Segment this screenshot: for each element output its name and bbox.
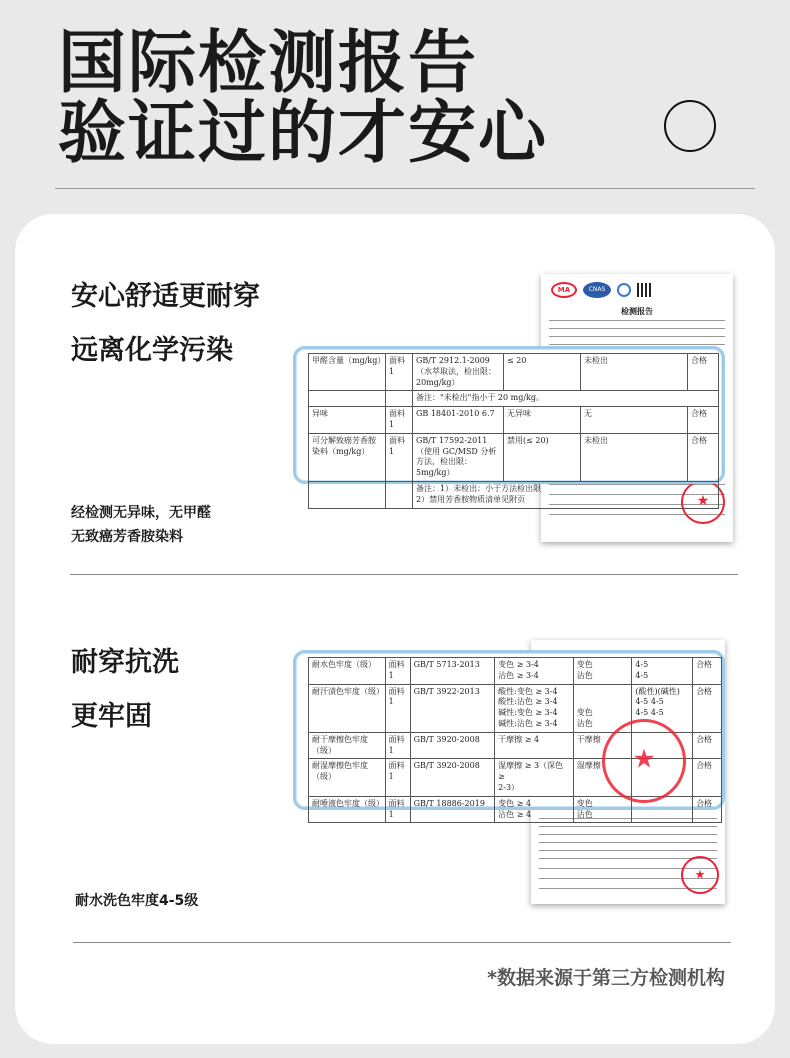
table-cell: 干摩擦 ≥ 4 — [495, 732, 574, 759]
table-cell: 无 — [581, 407, 688, 434]
official-seal-small-icon: ★ — [681, 856, 719, 894]
content-card — [15, 214, 775, 1044]
cma-logo-icon: MA — [551, 282, 577, 298]
table-cell: 合格 — [693, 796, 722, 823]
table-cell: GB/T 2912.1-2009 （水萃取法，检出限： 20mg/kg） — [413, 354, 504, 391]
table-cell: 变色 沾色 — [573, 658, 632, 685]
headline-line2: 验证过的才安心 — [58, 94, 549, 173]
table-cell: 无异味 — [504, 407, 581, 434]
table-row — [309, 481, 719, 508]
table-cell: 变色 ≥ 3-4 沾色 ≥ 3-4 — [495, 658, 574, 685]
table-cell: 面料 1 — [386, 433, 413, 481]
table-row — [309, 407, 719, 434]
table-cell: 耐水色牢度（级） — [309, 658, 386, 685]
table-cell: GB/T 3920-2008 — [410, 732, 495, 759]
table-cell: 面料 1 — [385, 796, 410, 823]
table-cell: 耐唾液色牢度（级） — [309, 796, 386, 823]
table-cell: 未检出 — [581, 354, 688, 391]
headline-line1: 国际检测报告 — [58, 24, 479, 103]
table-cell: 合格 — [688, 354, 719, 391]
table-cell: 变色 沾色 — [573, 796, 632, 823]
official-seal-large-icon: ★ — [602, 719, 686, 803]
table-cell: 合格 — [688, 433, 719, 481]
table-row — [309, 391, 719, 407]
table-cell: GB/T 5713-2013 — [410, 658, 495, 685]
table-cell: 禁用(≤ 20) — [504, 433, 581, 481]
table-cell: 合格 — [693, 684, 722, 732]
section1-heading2: 远离化学污染 — [71, 335, 233, 366]
table-row — [309, 796, 722, 823]
section1-note-line2: 无致癌芳香胺染料 — [71, 529, 183, 545]
table-cell: 耐干摩擦色牢度（级） — [309, 732, 386, 759]
table-cell: 面料 1 — [385, 658, 410, 685]
qr-code-icon — [637, 283, 651, 297]
table-cell: 面料 1 — [386, 407, 413, 434]
table-cell: 变色 沾色 — [573, 684, 632, 732]
table-cell: 酸性:变色 ≥ 3-4 酸性:沾色 ≥ 3-4 碱性:变色 ≥ 3-4 碱性:沾色 ≥ 3-4 — [495, 684, 574, 732]
section-divider — [70, 574, 738, 575]
table-cell: 湿摩擦 ≥ 3（深色≥ 2-3） — [495, 759, 574, 796]
cnas-logo-icon: CNAS — [583, 282, 611, 298]
table-cell: 合格 — [693, 658, 722, 685]
table-note: 备注："未检出"指小于 20 mg/kg。 — [413, 391, 719, 407]
table-cell: 合格 — [693, 759, 722, 796]
zoom-table-2 — [293, 650, 725, 819]
table-note: 备注：1）未检出：小于方法检出限 2）禁用芳香胺物质清单见附页 — [413, 481, 719, 508]
table-cell: 面料 1 — [385, 759, 410, 796]
ilac-logo-icon — [617, 283, 631, 297]
table-cell: GB/T 18886-2019 — [410, 796, 495, 823]
table-cell: 甲醛含量（mg/kg） — [309, 354, 386, 391]
footer-note: *数据来源于第三方检测机构 — [487, 967, 725, 989]
table-cell: 耐湿摩擦色牢度（级） — [309, 759, 386, 796]
official-seal-icon: ★ — [681, 480, 725, 524]
table-cell: (酸性)(碱性) 4-5 4-5 4-5 4-5 — [632, 684, 693, 732]
section1-note-line1: 经检测无异味，无甲醛 — [71, 505, 211, 521]
table-cell: 面料 1 — [385, 732, 410, 759]
section-divider — [73, 942, 731, 943]
section1-heading1: 安心舒适更耐穿 — [71, 281, 260, 312]
table-cell: 耐汗渍色牢度（级） — [309, 684, 386, 732]
table-row — [309, 433, 719, 481]
section2-heading2: 更牢固 — [71, 701, 152, 732]
table-cell: GB/T 3922-2013 — [410, 684, 495, 732]
table-cell: 面料 1 — [386, 354, 413, 391]
table-cell: GB/T 17592-2011 （使用 GC/MSD 分析方法，检出限：5mg/kg） — [413, 433, 504, 481]
table-cell: 干摩擦 — [573, 732, 632, 759]
table-row — [309, 658, 722, 685]
table-cell: GB/T 3920-2008 — [410, 759, 495, 796]
table-cell: 变色 ≥ 4 沾色 ≥ 4 — [495, 796, 574, 823]
top-divider — [55, 188, 755, 189]
zoom-table-1 — [293, 346, 725, 504]
circle-icon — [664, 100, 716, 152]
report-title: 检测报告 — [621, 307, 653, 316]
table-cell: 4-5 4-5 — [632, 658, 693, 685]
table-cell: 湿摩擦 — [573, 759, 632, 796]
table-cell: 面料 1 — [385, 684, 410, 732]
section2-note: 耐水洗色牢度4-5级 — [75, 893, 199, 909]
table-cell: ≤ 20 — [504, 354, 581, 391]
table-cell: 可分解致癌芳香胺染料（mg/kg） — [309, 433, 386, 481]
table-cell: 未检出 — [581, 433, 688, 481]
table-cell: 合格 — [693, 732, 722, 759]
table-cell: GB 18401-2010 6.7 — [413, 407, 504, 434]
section2-heading1: 耐穿抗洗 — [71, 647, 179, 678]
table-cell: 合格 — [688, 407, 719, 434]
table-cell: 异味 — [309, 407, 386, 434]
table-row — [309, 354, 719, 391]
